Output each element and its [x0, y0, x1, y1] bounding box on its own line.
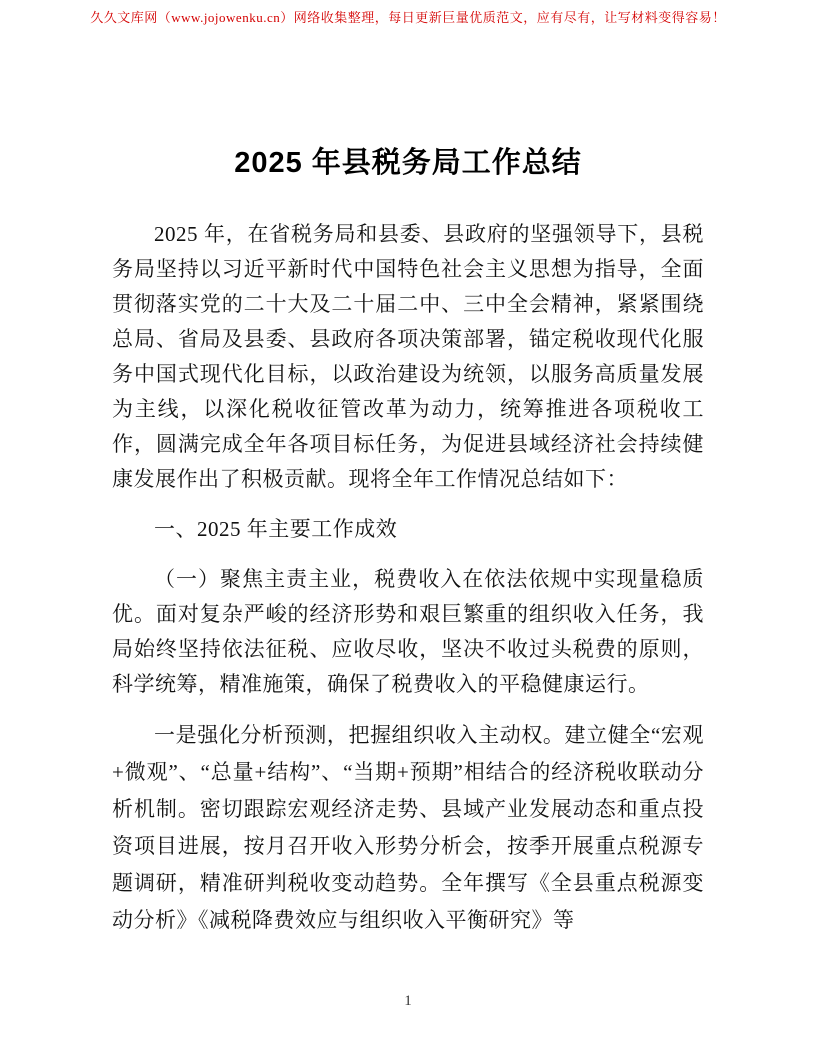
page-number: 1 [404, 993, 412, 1009]
watermark-header: 久久文库网（www.jojowenku.cn）网络收集整理，每日更新巨量优质范文，应有尽有，让写材料变得容易！ [90, 10, 726, 25]
document-title: 2025 年县税务局工作总结 [234, 147, 582, 179]
document-body [112, 217, 704, 939]
paragraph-point-1: 一是强化分析预测，把握组织收入主动权。建立健全“宏观+微观”、“总量+结构”、“当期+预期”相结合的经济税收联动分析机制。密切跟踪宏观经济走势、县域产业发展动态和重点投资项目进展，按月召开收入形势分析会，按季开展重点税源专题调研，精准研判税收变动趋势。全年撰写《全县重点税源变动分析》《减税降费效应与组织收入平衡研究》等 [112, 723, 704, 932]
paragraph-intro: 2025 年，在省税务局和县委、县政府的坚强领导下，县税务局坚持以习近平新时代中国特色社会主义思想为指导，全面贯彻落实党的二十大及二十届二中、三中全会精神，紧紧围绕总局、省局及县委、县政府各项决策部署，锚定税收现代化服务中国式现代化目标，以政治建设为统领，以服务高质量发展为主线，以深化税收征管改革为动力，统筹推进各项税收工作，圆满完成全年各项目标任务，为促进县域经济社会持续健康发展作出了积极贡献。现将全年工作情况总结如下： [112, 222, 704, 491]
paragraph-subsection-1: （一）聚焦主责主业，税费收入在依法依规中实现量稳质优。面对复杂严峻的经济形势和艰巨繁重的组织收入任务，我局始终坚持依法征税、应收尽收，坚决不收过头税费的原则，科学统筹，精准施策，确保了税费收入的平稳健康运行。 [112, 567, 704, 696]
section-heading: 一、2025 年主要工作成效 [154, 517, 398, 541]
